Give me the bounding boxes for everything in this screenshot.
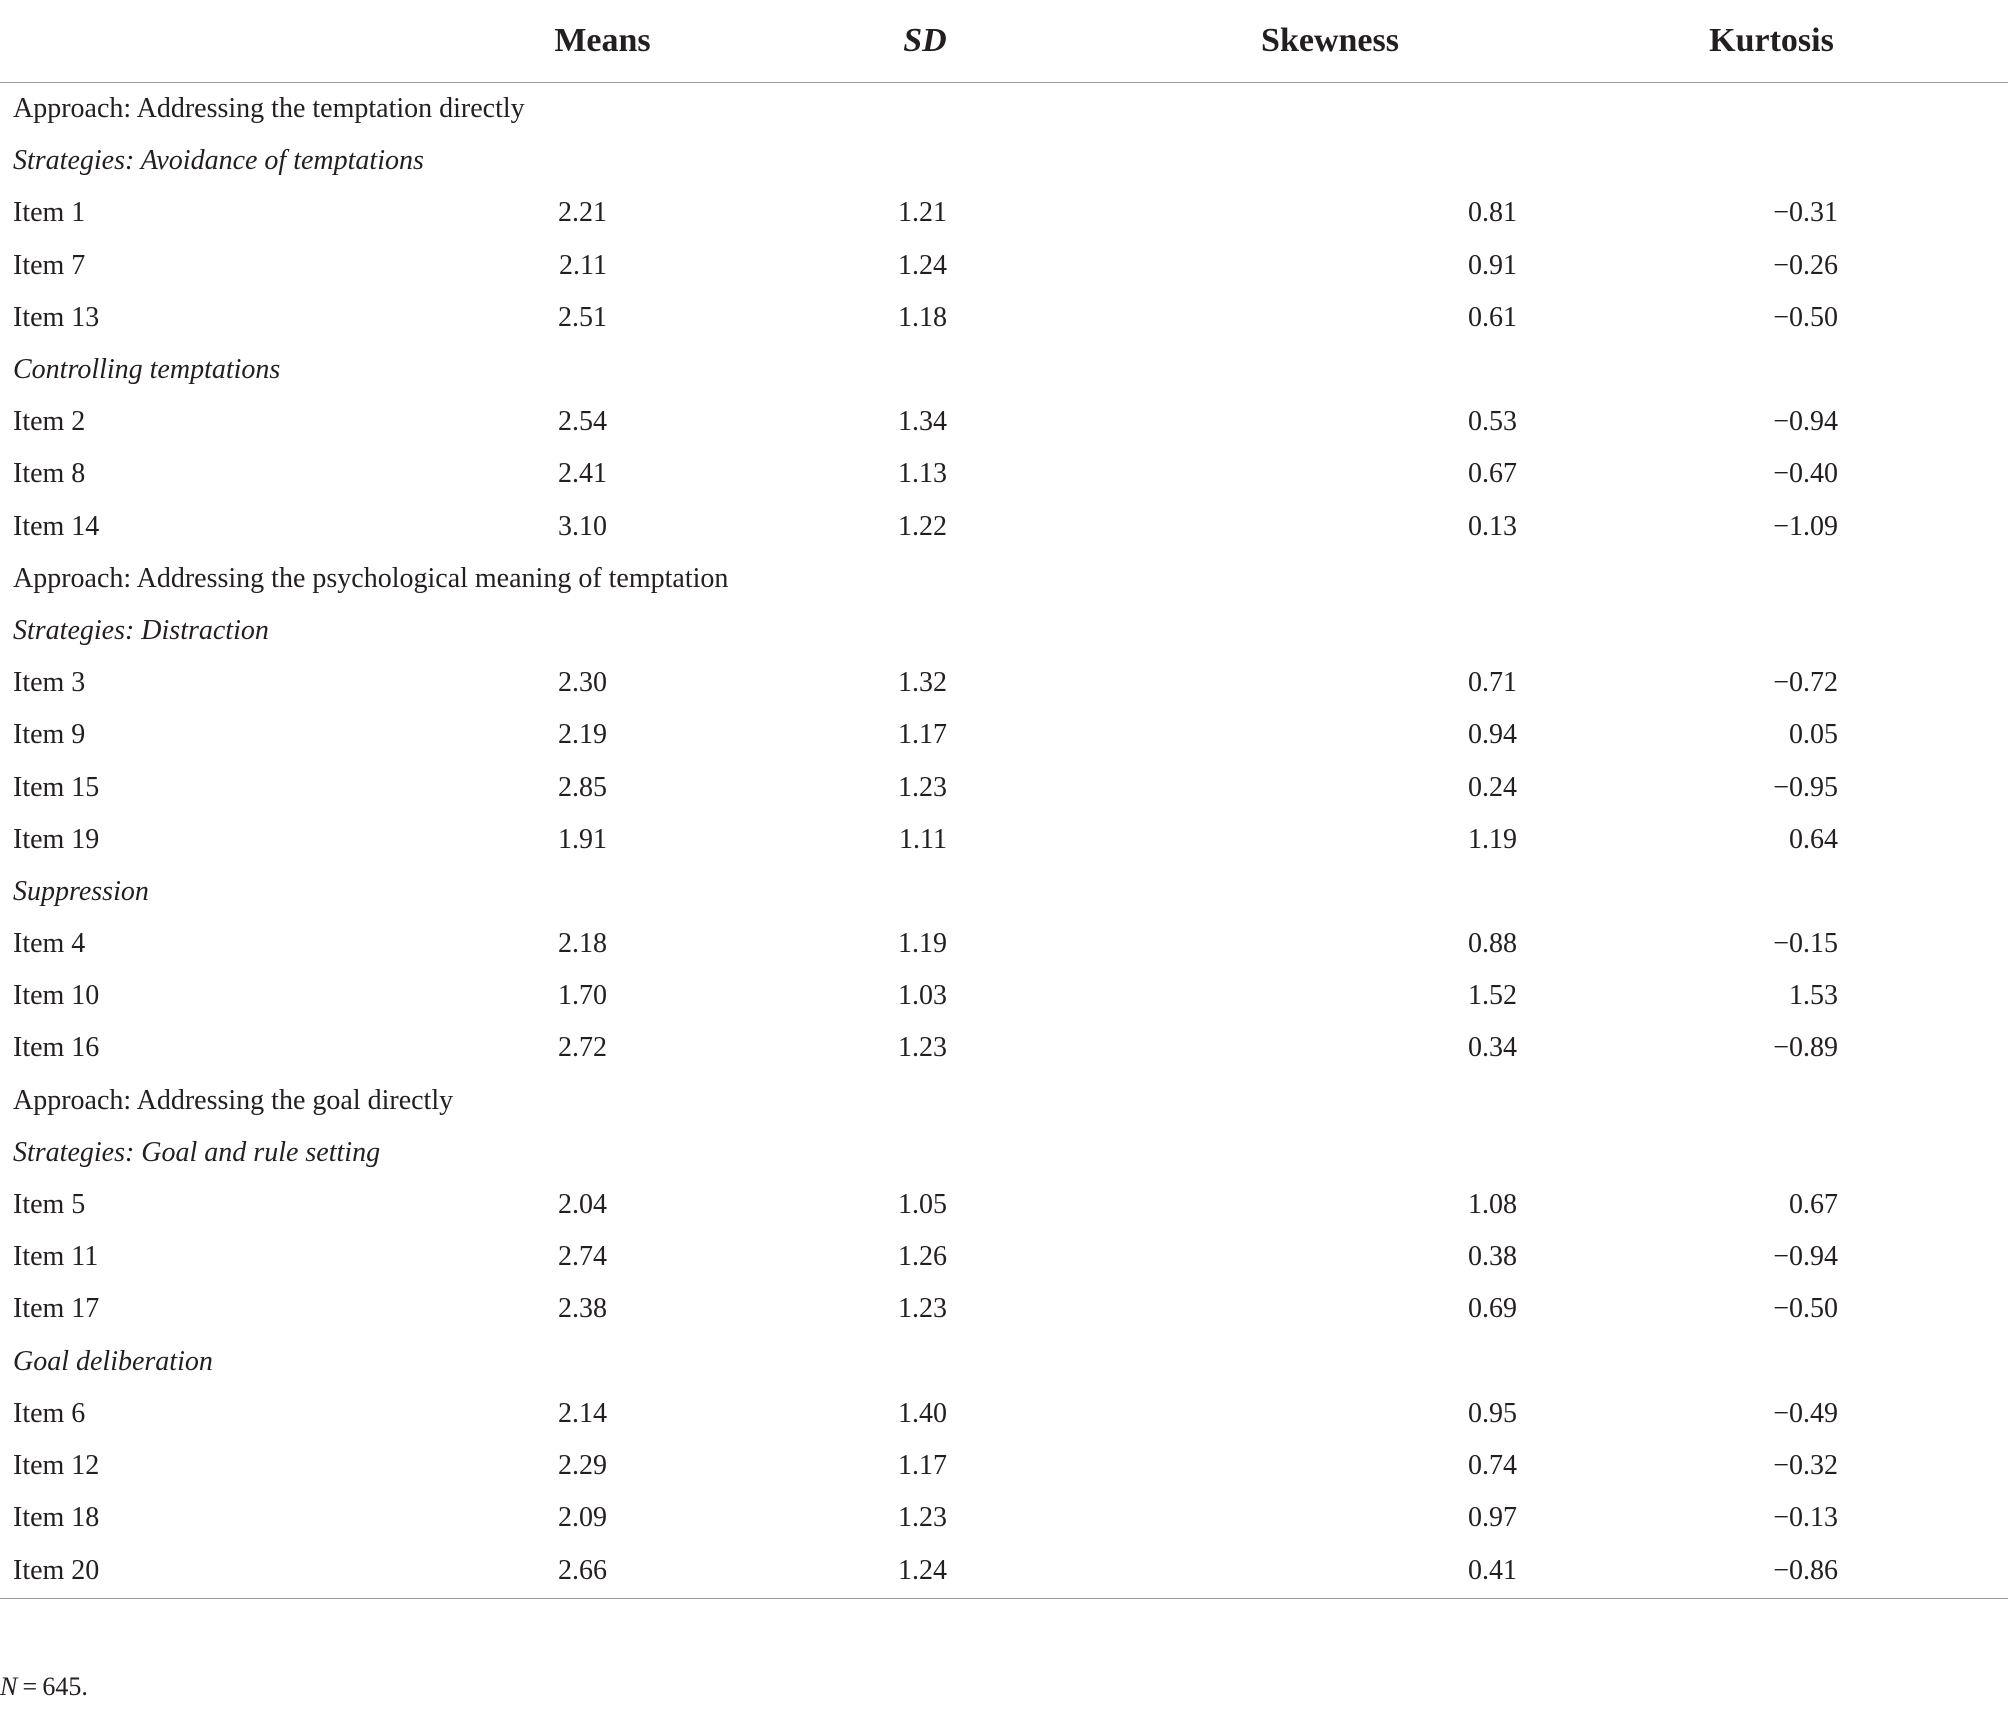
skewness-cell: 0.95 [1468,1397,1517,1429]
sd-cell: 1.11 [899,823,947,855]
item-label-cell: Item 15 [13,771,100,803]
strategy-heading-row [0,605,2008,657]
table-row [0,1283,2008,1335]
item-label-cell: Item 16 [13,1032,100,1064]
skewness-cell: 0.81 [1468,197,1517,229]
strategy-heading-row [0,1336,2008,1388]
strategy-label: Strategies: Goal and rule setting [13,1136,381,1168]
table-row [0,1231,2008,1283]
item-label-cell: Item 11 [13,1241,99,1273]
sd-cell: 1.13 [898,458,947,490]
means-cell: 1.91 [558,823,607,855]
table-row [0,1388,2008,1440]
means-cell: 2.29 [558,1449,607,1481]
sd-cell: 1.19 [898,928,947,960]
table-row [0,657,2008,709]
sd-cell: 1.24 [725,1544,1125,1599]
table-body [0,83,2008,1599]
approach-heading-row [0,83,2008,136]
kurtosis-cell: −0.72 [1773,667,1838,699]
kurtosis-cell: −0.94 [1773,406,1838,438]
item-label-cell: Item 18 [13,1502,100,1534]
table-row [0,970,2008,1022]
table-row [0,1492,2008,1544]
sd-cell: 1.26 [898,1241,947,1273]
table-row [0,1022,2008,1074]
kurtosis-cell: 0.67 [1789,1189,1838,1221]
item-label-cell: Item 4 [13,928,86,960]
table-row [0,814,2008,866]
kurtosis-cell: −0.50 [1773,301,1838,333]
means-cell: 2.38 [558,1293,607,1325]
kurtosis-cell: −0.86 [1535,1544,2008,1599]
kurtosis-cell: −0.89 [1773,1032,1838,1064]
kurtosis-cell: −0.50 [1773,1293,1838,1325]
strategy-label: Controlling temptations [13,354,281,386]
means-cell: 2.19 [558,719,607,751]
table-row [0,918,2008,970]
skewness-cell: 1.08 [1468,1189,1517,1221]
skewness-cell: 0.38 [1468,1241,1517,1273]
table-row [0,1440,2008,1492]
item-label-cell: Item 8 [13,458,86,490]
means-cell: 2.85 [558,771,607,803]
means-cell: 2.18 [558,928,607,960]
sd-cell: 1.22 [898,510,947,542]
header-means: Means [480,0,725,83]
kurtosis-cell: 0.05 [1789,719,1838,751]
item-label-cell: Item 7 [13,249,86,281]
sd-cell: 1.23 [898,1502,947,1534]
means-cell: 1.70 [558,980,607,1012]
table-row [0,1544,2008,1599]
kurtosis-cell: −0.40 [1773,458,1838,490]
table-header [0,0,2008,83]
header-kurtosis: Kurtosis [1535,0,2008,83]
table-row [0,448,2008,500]
kurtosis-cell: −0.94 [1773,1241,1838,1273]
strategy-label: Strategies: Distraction [13,614,269,646]
strategy-heading-row [0,135,2008,187]
sd-cell: 1.24 [898,249,947,281]
skewness-cell: 0.88 [1468,928,1517,960]
strategy-heading-row [0,344,2008,396]
kurtosis-cell: −0.95 [1773,771,1838,803]
strategy-heading-row [0,1127,2008,1179]
table-row [0,187,2008,239]
strategy-label: Strategies: Avoidance of temptations [13,145,424,177]
table-row [0,396,2008,448]
item-label-cell: Item 10 [13,980,100,1012]
skewness-cell: 0.13 [1468,510,1517,542]
strategy-label: Suppression [13,875,149,907]
table-row [0,292,2008,344]
item-label-cell: Item 1 [13,197,86,229]
skewness-cell: 0.67 [1468,458,1517,490]
sd-cell: 1.40 [898,1397,947,1429]
kurtosis-cell: −0.49 [1773,1397,1838,1429]
sd-cell: 1.23 [898,771,947,803]
item-label-cell: Item 9 [13,719,86,751]
skewness-cell: 0.94 [1468,719,1517,751]
means-cell: 2.51 [558,301,607,333]
kurtosis-cell: 0.64 [1789,823,1838,855]
skewness-cell: 0.61 [1468,301,1517,333]
means-cell: 2.11 [559,249,607,281]
strategy-heading-row [0,866,2008,918]
item-label-cell: Item 12 [13,1449,100,1481]
item-label-cell: Item 5 [13,1189,86,1221]
skewness-cell: 0.69 [1468,1293,1517,1325]
table-row [0,709,2008,761]
item-label-cell: Item 6 [13,1397,86,1429]
kurtosis-cell: −0.31 [1773,197,1838,229]
kurtosis-cell: −0.32 [1773,1449,1838,1481]
sd-cell: 1.34 [898,406,947,438]
approach-label: Approach: Addressing the temptation directly [13,93,525,125]
sd-cell: 1.23 [898,1032,947,1064]
sd-cell: 1.18 [898,301,947,333]
means-cell: 2.66 [480,1544,725,1599]
header-blank [0,0,480,83]
skewness-cell: 0.97 [1468,1502,1517,1534]
kurtosis-cell: −0.15 [1773,928,1838,960]
approach-heading-row [0,1075,2008,1127]
kurtosis-cell: 1.53 [1789,980,1838,1012]
means-cell: 3.10 [558,510,607,542]
item-label-cell: Item 19 [13,823,100,855]
approach-label: Approach: Addressing the psychological meaning of temptation [13,562,729,594]
table-footnote [0,1672,88,1702]
table-row [0,1179,2008,1231]
footnote-variable: N [0,1672,18,1701]
sd-cell: 1.32 [898,667,947,699]
item-label-cell: Item 13 [13,301,100,333]
sd-cell: 1.05 [898,1189,947,1221]
footnote-text: = 645. [17,1672,88,1701]
means-cell: 2.14 [558,1397,607,1429]
sd-cell: 1.23 [898,1293,947,1325]
means-cell: 2.72 [558,1032,607,1064]
approach-heading-row [0,553,2008,605]
table-row [0,761,2008,813]
skewness-cell: 0.71 [1468,667,1517,699]
table-row [0,240,2008,292]
item-label-cell: Item 17 [13,1293,100,1325]
skewness-cell: 0.53 [1468,406,1517,438]
means-cell: 2.54 [558,406,607,438]
skewness-cell: 0.24 [1468,771,1517,803]
header-row [0,0,2008,83]
table-row [0,501,2008,553]
sd-cell: 1.21 [898,197,947,229]
means-cell: 2.30 [558,667,607,699]
item-label-cell: Item 14 [13,510,100,542]
skewness-cell: 1.19 [1468,823,1517,855]
item-label-cell: Item 20 [0,1544,480,1599]
skewness-cell: 0.74 [1468,1449,1517,1481]
item-label-cell: Item 3 [13,667,86,699]
skewness-cell: 1.52 [1468,980,1517,1012]
sd-cell: 1.17 [898,719,947,751]
sd-cell: 1.03 [898,980,947,1012]
kurtosis-cell: −1.09 [1773,510,1838,542]
header-sd: SD [725,0,1125,83]
kurtosis-cell: −0.26 [1773,249,1838,281]
sd-cell: 1.17 [898,1449,947,1481]
means-cell: 2.09 [558,1502,607,1534]
means-cell: 2.04 [558,1189,607,1221]
strategy-label: Goal deliberation [13,1345,213,1377]
approach-label: Approach: Addressing the goal directly [13,1084,454,1116]
kurtosis-cell: −0.13 [1773,1502,1838,1534]
header-skewness: Skewness [1125,0,1535,83]
item-label-cell: Item 2 [13,406,86,438]
skewness-cell: 0.41 [1125,1544,1535,1599]
means-cell: 2.21 [558,197,607,229]
means-cell: 2.41 [558,458,607,490]
skewness-cell: 0.91 [1468,249,1517,281]
means-cell: 2.74 [558,1241,607,1273]
skewness-cell: 0.34 [1468,1032,1517,1064]
